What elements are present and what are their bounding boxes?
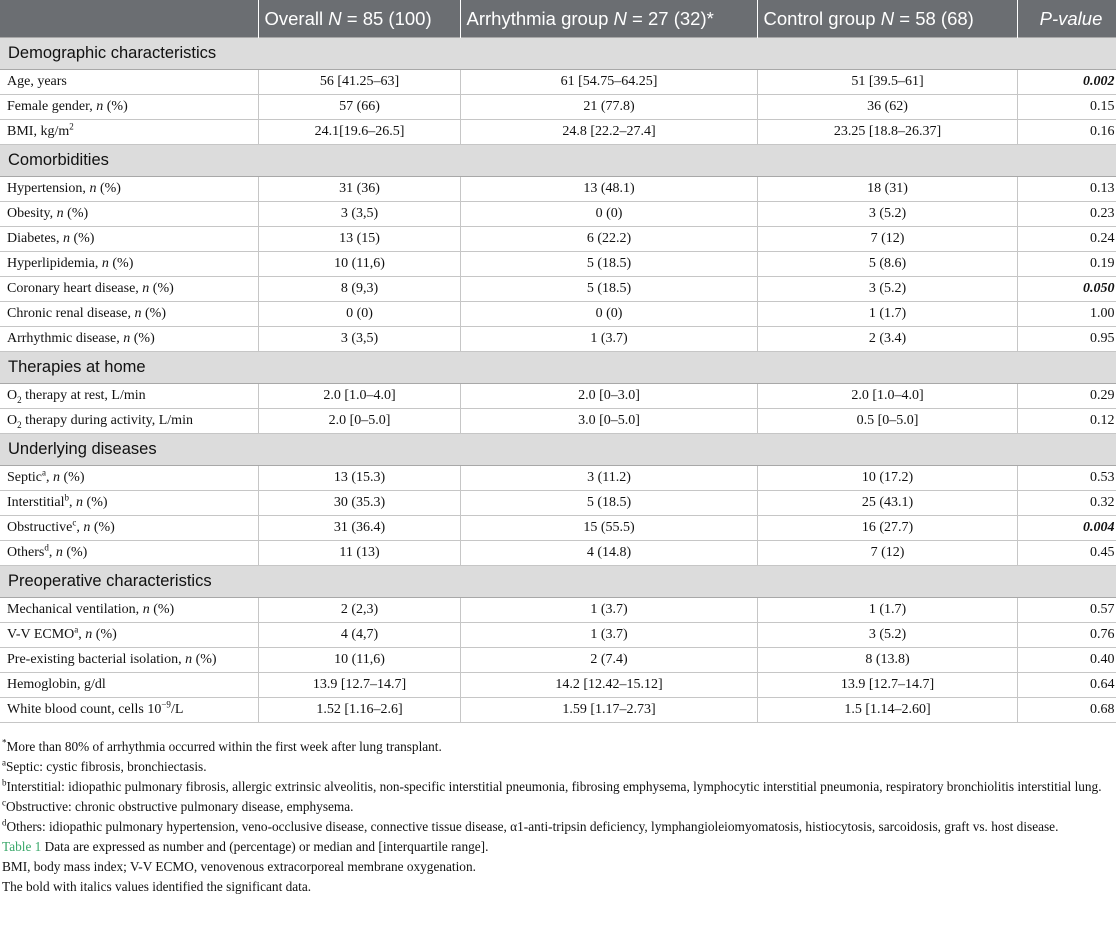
cell-control: 1 (1.7) — [757, 302, 1017, 327]
cell-arrhythmia: 1 (3.7) — [460, 327, 757, 352]
table-row — [0, 384, 1116, 409]
cell-arrhythmia: 1 (3.7) — [460, 598, 757, 623]
cell-control: 25 (43.1) — [757, 491, 1017, 516]
table-caption — [2, 837, 1116, 857]
cell-arrhythmia: 0 (0) — [460, 202, 757, 227]
footnote — [2, 757, 1116, 777]
footnotes — [2, 737, 1116, 837]
cell-overall: 10 (11,6) — [258, 648, 460, 673]
column-header-n-symbol: N — [613, 7, 627, 29]
cell-arrhythmia: 14.2 [12.42–15.12] — [460, 673, 757, 698]
cell-arrhythmia: 1 (3.7) — [460, 623, 757, 648]
table-row — [0, 277, 1116, 302]
cell-overall: 3 (3,5) — [258, 202, 460, 227]
footnote-text: Septic: cystic fibrosis, bronchiectasis. — [6, 759, 207, 774]
footnote-text: Others: idiopathic pulmonary hypertension, veno-occlusive disease, connective tissue disease, α1-anti-tripsin deficiency, lymphangioleiomyomatosis, histiocytosis, sarcoidosis, graft vs. host disease. — [6, 819, 1059, 834]
cell-arrhythmia: 1.59 [1.17–2.73] — [460, 698, 757, 723]
cell-p-value: 0.64 — [1017, 673, 1116, 698]
cell-p-value: 0.15 — [1017, 95, 1116, 120]
cell-arrhythmia: 2.0 [0–3.0] — [460, 384, 757, 409]
column-header-count: = 85 (100) — [341, 7, 432, 29]
footnote-text: Obstructive: chronic obstructive pulmonary disease, emphysema. — [6, 799, 354, 814]
cell-p-value: 0.32 — [1017, 491, 1116, 516]
cell-overall: 57 (66) — [258, 95, 460, 120]
row-label: Diabetes, n (%) — [0, 227, 258, 252]
row-label: Obstructive$^c$, n (%) — [0, 516, 258, 541]
cell-arrhythmia: 13 (48.1) — [460, 177, 757, 202]
cell-p-value: 0.19 — [1017, 252, 1116, 277]
cell-control: 36 (62) — [757, 95, 1017, 120]
cell-control: 51 [39.5–61] — [757, 70, 1017, 95]
cell-overall: 4 (4,7) — [258, 623, 460, 648]
cell-p-value: 0.68 — [1017, 698, 1116, 723]
footnote-mark: a — [2, 757, 6, 768]
footnote-text: More than 80% of arrhythmia occurred within the first week after lung transplant. — [6, 739, 442, 754]
cell-arrhythmia: 61 [54.75–64.25] — [460, 70, 757, 95]
cell-overall: 2.0 [0–5.0] — [258, 409, 460, 434]
table-header-row — [0, 0, 1116, 38]
cell-control: 2 (3.4) — [757, 327, 1017, 352]
table-row — [0, 70, 1116, 95]
table-notes — [0, 723, 1116, 897]
column-header-n-symbol: N — [880, 7, 895, 29]
row-label: Hypertension, n (%) — [0, 177, 258, 202]
cell-p-value: 0.12 — [1017, 409, 1116, 434]
footnote — [2, 797, 1116, 817]
cell-arrhythmia: 15 (55.5) — [460, 516, 757, 541]
cell-overall: 56 [41.25–63] — [258, 70, 460, 95]
cell-control: 2.0 [1.0–4.0] — [757, 384, 1017, 409]
row-label: Chronic renal disease, n (%) — [0, 302, 258, 327]
cell-control: 7 (12) — [757, 541, 1017, 566]
row-label: Obesity, n (%) — [0, 202, 258, 227]
column-header-label: P-value — [1039, 7, 1103, 29]
row-label: Arrhythmic disease, n (%) — [0, 327, 258, 352]
table-row — [0, 673, 1116, 698]
column-header-label: Overall — [264, 7, 329, 29]
footnote — [2, 737, 1116, 757]
significance-note: The bold with italics values identified the significant data. — [2, 879, 312, 894]
column-header-count: = 58 (68) — [894, 7, 974, 29]
table-row — [0, 409, 1116, 434]
table-row — [0, 623, 1116, 648]
cell-p-value: 0.76 — [1017, 623, 1116, 648]
table-row — [0, 541, 1116, 566]
table-row — [0, 120, 1116, 145]
cell-arrhythmia: 5 (18.5) — [460, 252, 757, 277]
cell-control: 1.5 [1.14–2.60] — [757, 698, 1017, 723]
section-header-row — [0, 434, 1116, 466]
section-header-row — [0, 566, 1116, 598]
column-header-0 — [0, 0, 258, 38]
section-header-row — [0, 145, 1116, 177]
row-label: $O_2$ therapy during activity, L/min — [0, 409, 258, 434]
row-label: BMI, $kg/m^2$ — [0, 120, 258, 145]
cell-p-value: 0.53 — [1017, 466, 1116, 491]
cell-control: 16 (27.7) — [757, 516, 1017, 541]
cell-p-value: 0.13 — [1017, 177, 1116, 202]
row-label: Hemoglobin, g/dl — [0, 673, 258, 698]
column-header-1 — [258, 0, 460, 38]
cell-overall: 31 (36.4) — [258, 516, 460, 541]
table-row — [0, 227, 1116, 252]
cell-overall: 2 (2,3) — [258, 598, 460, 623]
cell-control: 3 (5.2) — [757, 277, 1017, 302]
cell-overall: 31 (36) — [258, 177, 460, 202]
cell-control: 8 (13.8) — [757, 648, 1017, 673]
footnote-mark: b — [2, 777, 7, 788]
caption-label: Table 1 — [2, 839, 42, 854]
table-row — [0, 252, 1116, 277]
cell-arrhythmia: 6 (22.2) — [460, 227, 757, 252]
cell-overall: 13 (15.3) — [258, 466, 460, 491]
section-header-row — [0, 38, 1116, 70]
section-title: Preoperative characteristics — [0, 566, 1116, 598]
row-label: $O_2$ therapy at rest, L/min — [0, 384, 258, 409]
section-title: Demographic characteristics — [0, 38, 1116, 70]
table-row — [0, 698, 1116, 723]
footnote-mark: d — [2, 817, 7, 828]
cell-p-value: 0.16 — [1017, 120, 1116, 145]
row-label: Hyperlipidemia, n (%) — [0, 252, 258, 277]
cell-control: 18 (31) — [757, 177, 1017, 202]
cell-arrhythmia: 5 (18.5) — [460, 491, 757, 516]
table-row — [0, 516, 1116, 541]
table-row — [0, 177, 1116, 202]
column-header-n-symbol: N — [328, 7, 342, 29]
cell-p-value: 0.24 — [1017, 227, 1116, 252]
cell-control: 3 (5.2) — [757, 623, 1017, 648]
abbreviation-note: BMI, body mass index; V-V ECMO, venovenous extracorporeal membrane oxygenation. — [2, 859, 476, 874]
table-row — [0, 302, 1116, 327]
caption-text: Data are expressed as number and (percentage) or median and [interquartile range]. — [41, 839, 489, 854]
cell-arrhythmia: 2 (7.4) — [460, 648, 757, 673]
cell-overall: 13.9 [12.7–14.7] — [258, 673, 460, 698]
row-label: Septic$^a$, n (%) — [0, 466, 258, 491]
cell-arrhythmia: 5 (18.5) — [460, 277, 757, 302]
cell-arrhythmia: 24.8 [22.2–27.4] — [460, 120, 757, 145]
table-row — [0, 648, 1116, 673]
cell-overall: 3 (3,5) — [258, 327, 460, 352]
row-label: White blood count, cells $10^{-9}/L$ — [0, 698, 258, 723]
table-row — [0, 466, 1116, 491]
cell-overall: 2.0 [1.0–4.0] — [258, 384, 460, 409]
row-label: Age, years — [0, 70, 258, 95]
cell-p-value: 0.29 — [1017, 384, 1116, 409]
table-row — [0, 598, 1116, 623]
cell-control: 5 (8.6) — [757, 252, 1017, 277]
cell-p-value: 0.57 — [1017, 598, 1116, 623]
cell-overall: 30 (35.3) — [258, 491, 460, 516]
table-row — [0, 491, 1116, 516]
footnote — [2, 777, 1116, 797]
table-row — [0, 202, 1116, 227]
cell-overall: 8 (9,3) — [258, 277, 460, 302]
cell-p-value: 0.004 — [1017, 516, 1116, 541]
column-header-label: Control group — [763, 7, 881, 29]
column-header-label: Arrhythmia group — [466, 7, 614, 29]
cell-arrhythmia: 3 (11.2) — [460, 466, 757, 491]
cell-p-value: 1.00 — [1017, 302, 1116, 327]
cell-arrhythmia: 3.0 [0–5.0] — [460, 409, 757, 434]
cell-control: 7 (12) — [757, 227, 1017, 252]
column-header-count: = 27 (32)* — [626, 7, 714, 29]
cell-control: 3 (5.2) — [757, 202, 1017, 227]
footnote — [2, 817, 1116, 837]
row-label: Coronary heart disease, n (%) — [0, 277, 258, 302]
column-header-3 — [757, 0, 1017, 38]
section-title: Therapies at home — [0, 352, 1116, 384]
table-body — [0, 38, 1116, 723]
footnote-mark: * — [2, 737, 7, 748]
cell-overall: 11 (13) — [258, 541, 460, 566]
row-label: Mechanical ventilation, n (%) — [0, 598, 258, 623]
cell-overall: 10 (11,6) — [258, 252, 460, 277]
row-label: Interstitial$^b$, n (%) — [0, 491, 258, 516]
cell-p-value: 0.40 — [1017, 648, 1116, 673]
cell-p-value: 0.45 — [1017, 541, 1116, 566]
cell-arrhythmia: 4 (14.8) — [460, 541, 757, 566]
cell-overall: 1.52 [1.16–2.6] — [258, 698, 460, 723]
cell-p-value: 0.002 — [1017, 70, 1116, 95]
section-title: Underlying diseases — [0, 434, 1116, 466]
cell-p-value: 0.23 — [1017, 202, 1116, 227]
cell-arrhythmia: 0 (0) — [460, 302, 757, 327]
column-header-4 — [1017, 0, 1116, 38]
row-label: Female gender, n (%) — [0, 95, 258, 120]
row-label: Pre-existing bacterial isolation, n (%) — [0, 648, 258, 673]
row-label: Others$^d$, n (%) — [0, 541, 258, 566]
footnote-mark: c — [2, 797, 6, 808]
section-title: Comorbidities — [0, 145, 1116, 177]
cell-control: 13.9 [12.7–14.7] — [757, 673, 1017, 698]
cell-control: 0.5 [0–5.0] — [757, 409, 1017, 434]
cell-control: 1 (1.7) — [757, 598, 1017, 623]
cell-arrhythmia: 21 (77.8) — [460, 95, 757, 120]
cell-p-value: 0.95 — [1017, 327, 1116, 352]
footnote-text: Interstitial: idiopathic pulmonary fibrosis, allergic extrinsic alveolitis, non-specific interstitial pneumonia, fibrosing emphysema, lymphocytic interstitial pneumonia, respiratory bronchiolitis interstitial lung. — [6, 779, 1102, 794]
table-row — [0, 327, 1116, 352]
cell-overall: 0 (0) — [258, 302, 460, 327]
cell-control: 10 (17.2) — [757, 466, 1017, 491]
column-header-2 — [460, 0, 757, 38]
cell-overall: 13 (15) — [258, 227, 460, 252]
cell-overall: 24.1[19.6–26.5] — [258, 120, 460, 145]
cell-control: 23.25 [18.8–26.37] — [757, 120, 1017, 145]
row-label: V-V ECMO$^a$, n (%) — [0, 623, 258, 648]
cell-p-value: 0.050 — [1017, 277, 1116, 302]
table-row — [0, 95, 1116, 120]
section-header-row — [0, 352, 1116, 384]
